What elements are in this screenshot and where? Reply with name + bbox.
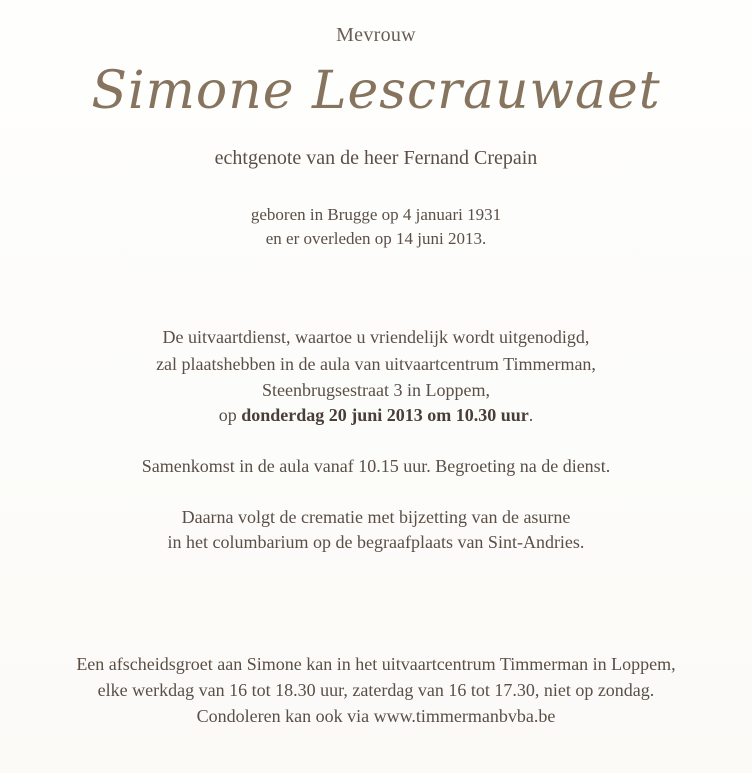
service-date-suffix: . xyxy=(528,405,534,425)
service-line-4 xyxy=(0,405,752,426)
deceased-name: Simone Lescrauwaet xyxy=(91,61,661,121)
service-line-3: Steenbrugsestraat 3 in Loppem, xyxy=(262,380,490,400)
service-date-prefix: op xyxy=(218,405,242,425)
spouse-line: echtgenote van de heer Fernand Crepain xyxy=(214,147,538,169)
farewell-line-2: elke werkdag van 16 tot 18.30 uur, zaterdag van 16 tot 17.30, niet op zondag. xyxy=(97,680,655,700)
service-line-1: De uitvaartdienst, waartoe u vriendelijk wordt uitgenodigd, xyxy=(162,327,590,347)
birth-line: geboren in Brugge op 4 januari 1931 xyxy=(250,205,502,224)
condolence-line: Condoleren kan ook via www.timmermanbvba.be xyxy=(196,706,556,726)
gathering-line: Samenkomst in de aula vanaf 10.15 uur. Begroeting na de dienst. xyxy=(141,456,611,476)
cremation-line-1: Daarna volgt de crematie met bijzetting van de asurne xyxy=(181,507,571,527)
service-date: donderdag 20 juni 2013 om 10.30 uur xyxy=(241,405,529,425)
cremation-line-2: in het columbarium op de begraafplaats van Sint-Andries. xyxy=(167,532,585,552)
death-line: en er overleden op 14 juni 2013. xyxy=(265,229,487,248)
title-prefix: Mevrouw xyxy=(336,24,416,46)
service-line-2: zal plaatshebben in de aula van uitvaartcentrum Timmerman, xyxy=(156,354,596,374)
farewell-line-1: Een afscheidsgroet aan Simone kan in het uitvaartcentrum Timmerman in Loppem, xyxy=(76,654,676,674)
